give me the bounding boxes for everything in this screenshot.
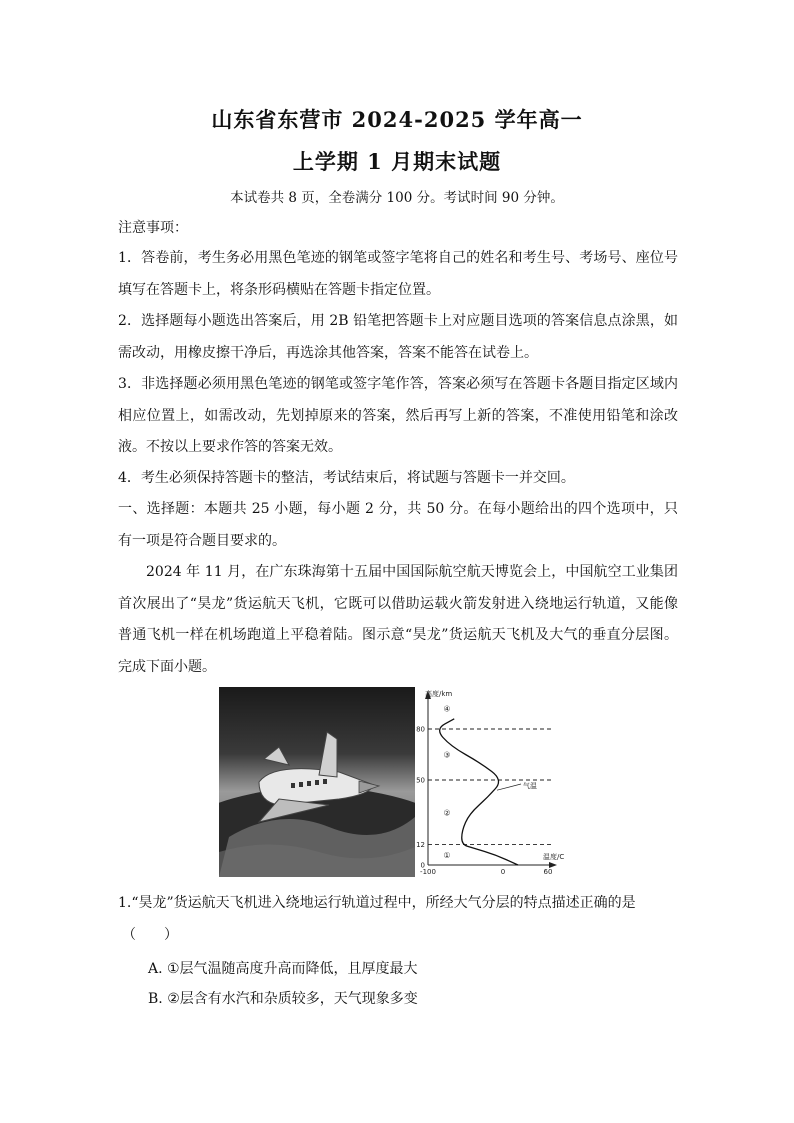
atmosphere-chart <box>415 687 585 877</box>
temperature-curve <box>440 719 518 865</box>
layer-label: ① <box>443 850 451 860</box>
spaceplane-photo <box>219 687 415 877</box>
section-1-heading: 一、选择题：本题共 25 小题，每小题 2 分，共 50 分。在每小题给出的四个选项中，只有一项是符合题目要求的。 <box>118 501 678 549</box>
y-tick-label: 0 <box>420 861 425 870</box>
x-axis-label: 温度/C <box>543 853 565 861</box>
exam-info: 本试卷共 8 页，全卷满分 100 分。考试时间 90 分钟。 <box>230 190 564 206</box>
y-tick-label: 12 <box>416 841 425 850</box>
y-tick-label: 80 <box>416 725 425 734</box>
y-axis-label: 高度/km <box>425 690 453 698</box>
layer-label: ④ <box>443 704 451 714</box>
question-1-option-a[interactable]: A. ①层气温随高度升高而降低，且厚度最大 <box>148 961 418 977</box>
question-1-option-b[interactable]: B. ②层含有水汽和杂质较多，天气现象多变 <box>148 991 418 1007</box>
x-tick-label: -100 <box>420 868 436 876</box>
question-1-stem: 1.“昊龙”货运航天飞机进入绕地运行轨道过程中，所经大气分层的特点描述正确的是 <box>118 895 636 911</box>
series-label-leader <box>497 784 521 790</box>
note-2: 2．选择题每小题选出答案后，用 2B 铅笔把答题卡上对应题目选项的答案信息点涂黑，如需改动，用橡皮擦干净后，再选涂其他答案，答案不能答在试卷上。 <box>118 313 678 361</box>
x-tick-label: 60 <box>543 868 553 876</box>
title-line-1: 山东省东营市 2024-2025 学年高一 <box>211 107 583 132</box>
notes-heading: 注意事项： <box>118 220 188 236</box>
layer-label: ② <box>443 808 451 818</box>
series-label: 气温 <box>523 782 537 790</box>
layer-label: ③ <box>443 750 451 760</box>
passage: 2024 年 11 月，在广东珠海第十五届中国国际航空航天博览会上，中国航空工业集团首次展出了“昊龙”货运航天飞机，它既可以借助运载火箭发射进入绕地运行轨道，又能像普通飞机一样在机场跑道上平稳着陆。图示意“昊龙”货运航天飞机及大气的垂直分层图。完成下面小题。 <box>118 564 678 675</box>
title-line-2: 上学期 1 月期末试题 <box>292 149 502 174</box>
note-3: 3．非选择题必须用黑色笔迹的钢笔或签字笔作答，答案必须写在答题卡各题目指定区域内相应位置上，如需改动，先划掉原来的答案，然后再写上新的答案，不准使用铅笔和涂改液。不按以上要求作答的答案无效。 <box>118 376 678 455</box>
note-1: 1．答卷前，考生务必用黑色笔迹的钢笔或签字笔将自己的姓名和考生号、考场号、座位号填写在答题卡上，将条形码横贴在答题卡指定位置。 <box>118 250 678 298</box>
note-4: 4．考生必须保持答题卡的整洁，考试结束后，将试题与答题卡一并交回。 <box>118 470 575 486</box>
x-tick-label: 0 <box>500 868 506 876</box>
question-1-paren: （ ） <box>122 927 178 943</box>
y-tick-label: 50 <box>416 776 425 785</box>
